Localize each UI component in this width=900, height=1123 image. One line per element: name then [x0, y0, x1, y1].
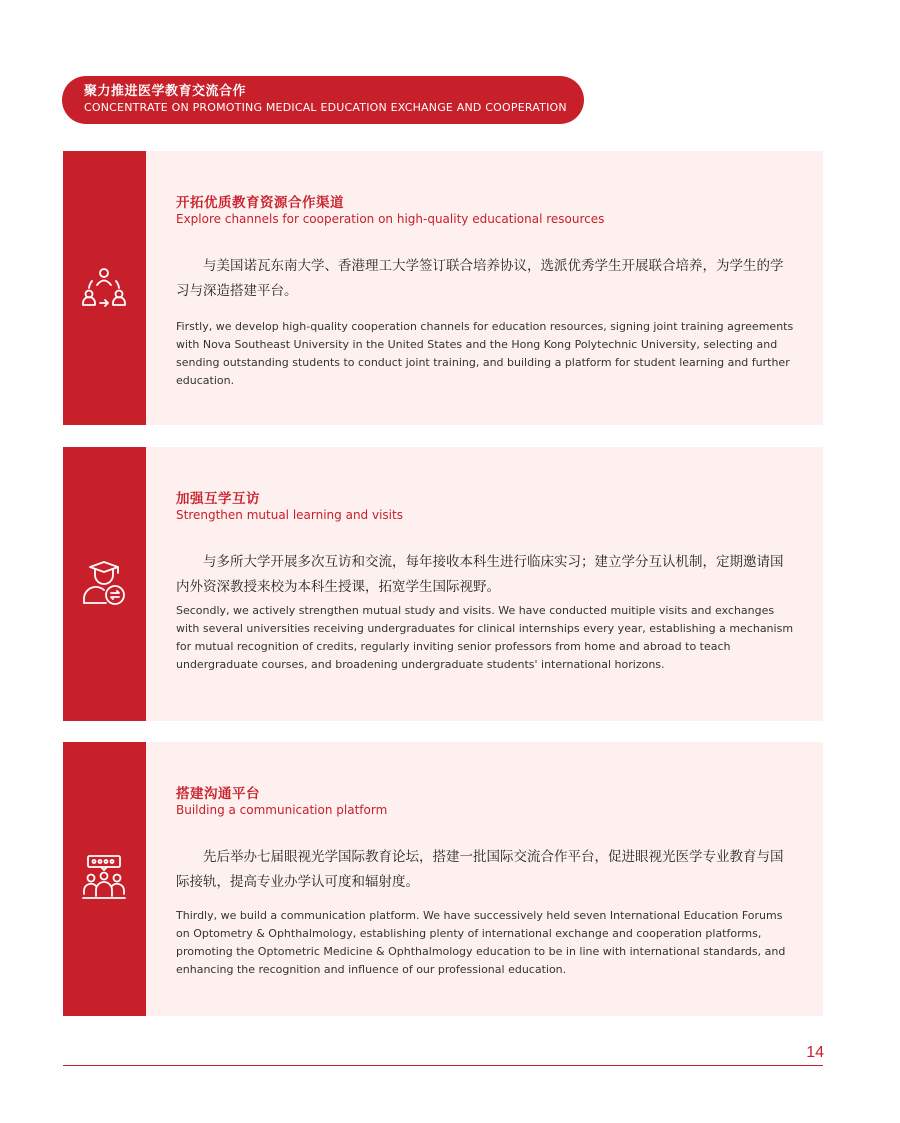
- section-communication-platform: [63, 742, 823, 1016]
- section-title-zh: 搭建沟通平台: [176, 786, 260, 802]
- section-mutual-learning: [63, 447, 823, 721]
- graduate-exchange-icon: [80, 559, 128, 607]
- header-title-en: CONCENTRATE ON PROMOTING MEDICAL EDUCATION EXCHANGE AND COOPERATION: [84, 101, 567, 114]
- section-title-en: Strengthen mutual learning and visits: [176, 508, 403, 522]
- page-number: 14: [806, 1044, 824, 1061]
- section-side-bar: [63, 151, 146, 425]
- section-body-zh: 与美国诺瓦东南大学、香港理工大学签订联合培养协议，选派优秀学生开展联合培养，为学生的学习与深造搭建平台。: [176, 258, 784, 299]
- section-title-zh: 加强互学互访: [176, 491, 260, 507]
- section-cooperation-channels: [63, 151, 823, 425]
- section-side-bar: [63, 742, 146, 1016]
- people-exchange-cycle-icon: [80, 263, 128, 311]
- forum-audience-icon: [80, 854, 128, 902]
- section-title-en: Explore channels for cooperation on high-quality educational resources: [176, 212, 605, 226]
- section-body-zh: 先后举办七届眼视光学国际教育论坛，搭建一批国际交流合作平台，促进眼视光医学专业教育与国际接轨，提高专业办学认可度和辐射度。: [176, 849, 784, 890]
- section-body-en: Thirdly, we build a communication platform. We have successively held seven International Education Forums on Optometry & Ophthalmology, establishing plenty of international exchange and cooperation platforms, promoting the Optometric Medicine & Ophthalmology education to be in line with international standards, and enhancing the recognition and influence of our professional education.: [176, 909, 786, 976]
- footer-divider: [63, 1065, 823, 1066]
- section-body-en: Secondly, we actively strengthen mutual study and visits. We have conducted muitiple visits and exchanges with several universities receiving undergraduates for clinical internships every year, establishing a mechanism for mutual recognition of credits, regularly inviting senior professors from home and abroad to teach undergraduate courses, and broadening undergraduate students' international horizons.: [176, 604, 794, 671]
- header-title-zh: 聚力推进医学教育交流合作: [84, 84, 247, 99]
- section-title-en: Building a communication platform: [176, 803, 388, 817]
- section-header: [62, 76, 584, 124]
- section-title-zh: 开拓优质教育资源合作渠道: [176, 195, 344, 211]
- section-body-zh: 与多所大学开展多次互访和交流，每年接收本科生进行临床实习；建立学分互认机制，定期邀请国内外资深教授来校为本科生授课，拓宽学生国际视野。: [176, 554, 784, 595]
- section-body-en: Firstly, we develop high-quality cooperation channels for education resources, signing joint training agreements with Nova Southeast University in the United States and the Hong Kong Polytechnic University, selecting and sending outstanding students to conduct joint training, and building a platform for student learning and further education.: [176, 320, 794, 387]
- section-side-bar: [63, 447, 146, 721]
